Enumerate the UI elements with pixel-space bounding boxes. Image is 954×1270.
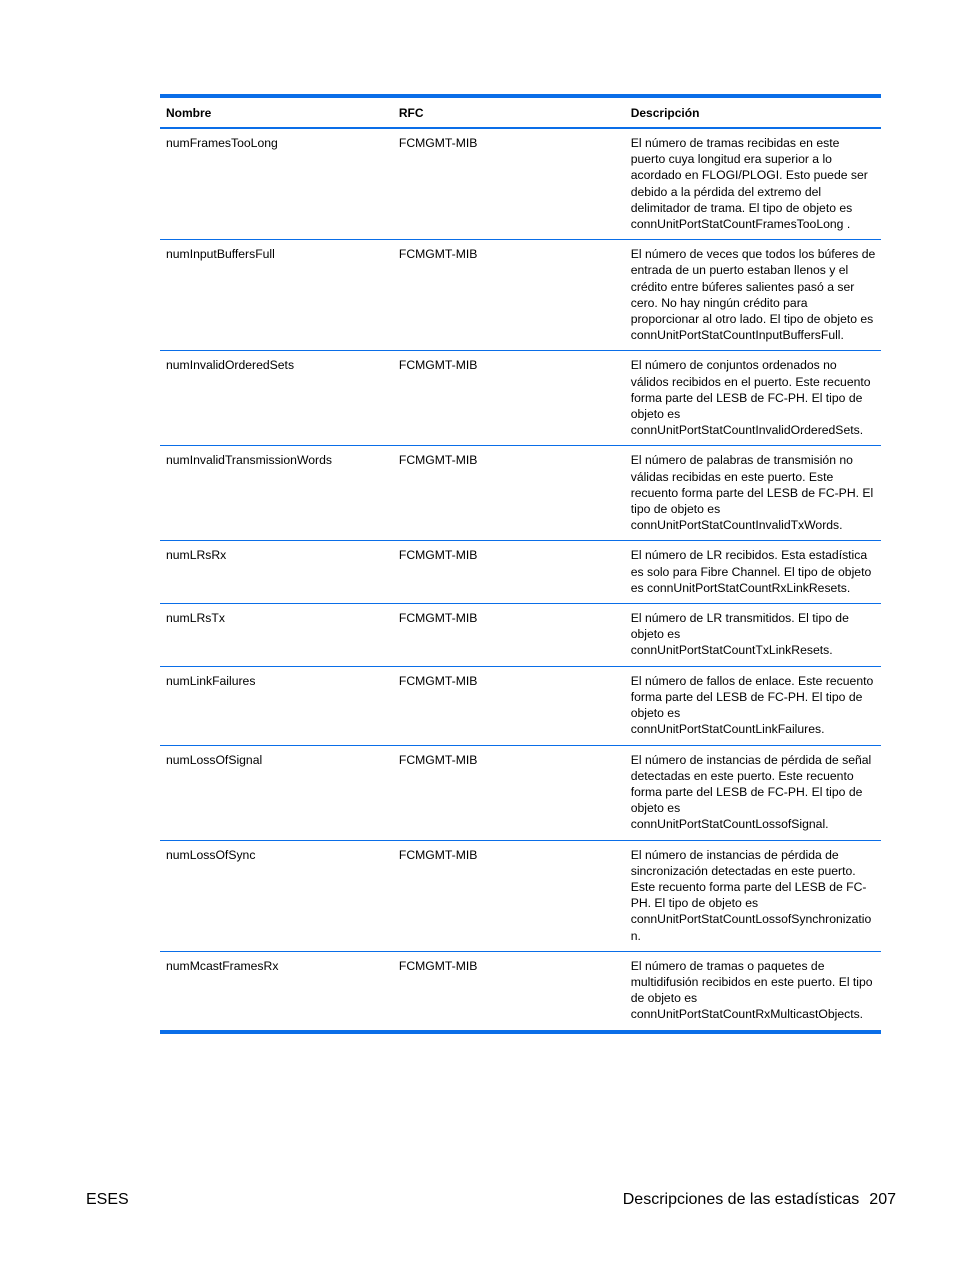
- table-row: [160, 604, 881, 667]
- statistics-table: [160, 94, 881, 1034]
- table-row: [160, 840, 881, 951]
- cell-name: numInvalidOrderedSets: [160, 351, 393, 446]
- cell-rfc: FCMGMT-MIB: [393, 541, 625, 604]
- table-row: [160, 446, 881, 541]
- table-row: [160, 745, 881, 840]
- cell-description: El número de instancias de pérdida de sincronización detectadas en este puerto. Este recuento forma parte del LESB de FC-PH. El tipo de objeto es connUnitPortStatCountLossofSynchronization.: [625, 840, 881, 951]
- header-rfc: RFC: [398, 106, 424, 120]
- cell-rfc: FCMGMT-MIB: [393, 128, 625, 240]
- table-row: [160, 541, 881, 604]
- cell-name: numMcastFramesRx: [160, 951, 393, 1031]
- footer-locale-code: ESES: [86, 1191, 129, 1208]
- table-row: [160, 128, 881, 240]
- cell-name: numInvalidTransmissionWords: [160, 446, 393, 541]
- header-descripcion: Descripción: [630, 106, 700, 120]
- cell-name: numLossOfSync: [160, 840, 393, 951]
- cell-description: El número de palabras de transmisión no válidas recibidas en este puerto. Este recuento forma parte del LESB de FC-PH. El tipo de objeto es connUnitPortStatCountInvalidTxWords.: [625, 446, 881, 541]
- cell-rfc: FCMGMT-MIB: [393, 604, 625, 667]
- cell-rfc: FCMGMT-MIB: [393, 666, 625, 745]
- cell-description: El número de LR recibidos. Esta estadística es solo para Fibre Channel. El tipo de objeto es connUnitPortStatCountRxLinkResets.: [625, 541, 881, 604]
- cell-rfc: FCMGMT-MIB: [393, 446, 625, 541]
- table-row: [160, 240, 881, 351]
- cell-rfc: FCMGMT-MIB: [393, 951, 625, 1031]
- cell-name: numLinkFailures: [160, 666, 393, 745]
- table-row: [160, 951, 881, 1031]
- cell-description: El número de tramas recibidas en este puerto cuya longitud era superior a lo acordado en FLOGI/PLOGI. Esto puede ser debido a la pérdida del extremo del delimitador de trama. El tipo de objeto es connUnitPortStatCountFramesTooLong .: [625, 128, 881, 240]
- cell-description: El número de fallos de enlace. Este recuento forma parte del LESB de FC-PH. El tipo de objeto es connUnitPortStatCountLinkFailures.: [625, 666, 881, 745]
- page-number: 207: [869, 1191, 896, 1208]
- header-nombre: Nombre: [166, 106, 212, 120]
- footer-section-title: Descripciones de las estadísticas: [622, 1191, 860, 1208]
- cell-name: numLRsRx: [160, 541, 393, 604]
- cell-description: El número de conjuntos ordenados no válidos recibidos en el puerto. Este recuento forma parte del LESB de FC-PH. El tipo de objeto es connUnitPortStatCountInvalidOrderedSets.: [625, 351, 881, 446]
- cell-rfc: FCMGMT-MIB: [393, 745, 625, 840]
- table-header-row: [160, 96, 881, 128]
- cell-description: El número de veces que todos los búferes de entrada de un puerto estaban llenos y el crédito entre búferes salientes pasó a ser cero. No hay ningún crédito para proporcionar al otro lado. El tipo de objeto es connUnitPortStatCountInputBuffersFull.: [625, 240, 881, 351]
- cell-name: numLRsTx: [160, 604, 393, 667]
- cell-description: El número de LR transmitidos. El tipo de objeto es connUnitPortStatCountTxLinkResets.: [625, 604, 881, 667]
- table-row: [160, 666, 881, 745]
- cell-name: numFramesTooLong: [160, 128, 393, 240]
- cell-description: El número de instancias de pérdida de señal detectadas en este puerto. Este recuento forma parte del LESB de FC-PH. El tipo de objeto es connUnitPortStatCountLossofSignal.: [625, 745, 881, 840]
- cell-description: El número de tramas o paquetes de multidifusión recibidos en este puerto. El tipo de objeto es connUnitPortStatCountRxMulticastObjects.: [625, 951, 881, 1031]
- cell-rfc: FCMGMT-MIB: [393, 240, 625, 351]
- statistics-table-container: [160, 94, 881, 1034]
- cell-rfc: FCMGMT-MIB: [393, 351, 625, 446]
- cell-rfc: FCMGMT-MIB: [393, 840, 625, 951]
- cell-name: numLossOfSignal: [160, 745, 393, 840]
- cell-name: numInputBuffersFull: [160, 240, 393, 351]
- footer-section: [623, 1191, 896, 1209]
- table-row: [160, 351, 881, 446]
